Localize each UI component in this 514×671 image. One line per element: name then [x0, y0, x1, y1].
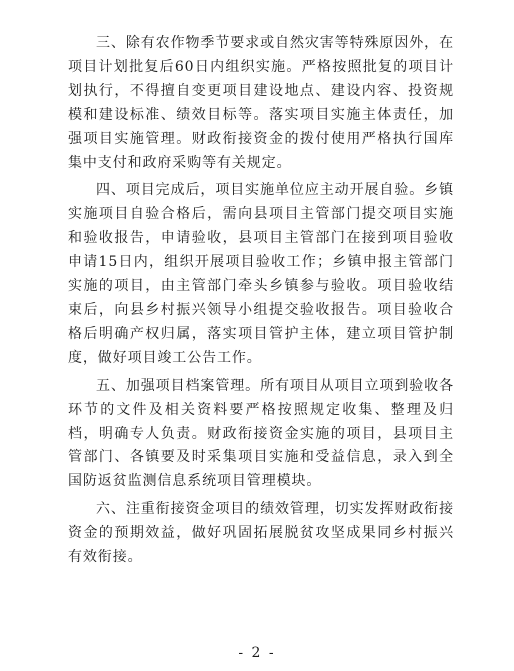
paragraph-4-project-acceptance: 四、项目完成后，项目实施单位应主动开展自验。乡镇实施项目自验合格后，需向县项目主管部门提交项目实施和验收报告，申请验收，县项目主管部门在接到项目验收申请15日内，组织开展项目验收工作；乡镇申报主管部门实施的项目，由主管部门牵头乡镇参与验收。项目验收结束后，向县乡村振兴领导小组提交验收报告。项目验收合格后明确产权归属，落实项目管护主体，建立项目管护制度，做好项目竣工公告工作。	[68, 182, 454, 366]
page-number: - 2 -	[238, 645, 276, 661]
paragraph-3-project-implementation: 三、除有农作物季节要求或自然灾害等特殊原因外，在项目计划批复后60日内组织实施。严格按照批复的项目计划执行，不得擅自变更项目建设地点、建设内容、投资规模和建设标准、绩效目标等。落实项目实施主体责任，加强项目实施管理。财政衔接资金的拨付使用严格执行国库集中支付和政府采购等有关规定。	[68, 35, 454, 171]
paragraph-6-performance-management: 六、注重衔接资金项目的绩效管理，切实发挥财政衔接资金的预期效益，做好巩固拓展脱贫攻坚成果同乡村振兴有效衔接。	[68, 501, 454, 566]
paragraph-5-archive-management: 五、加强项目档案管理。所有项目从项目立项到验收各环节的文件及相关资料要严格按照规定收集、整理及归档，明确专人负责。财政衔接资金实施的项目，县项目主管部门、各镇要及时采集项目实施和受益信息，录入到全国防返贫监测信息系统项目管理模块。	[68, 377, 454, 490]
document-body	[68, 32, 454, 574]
